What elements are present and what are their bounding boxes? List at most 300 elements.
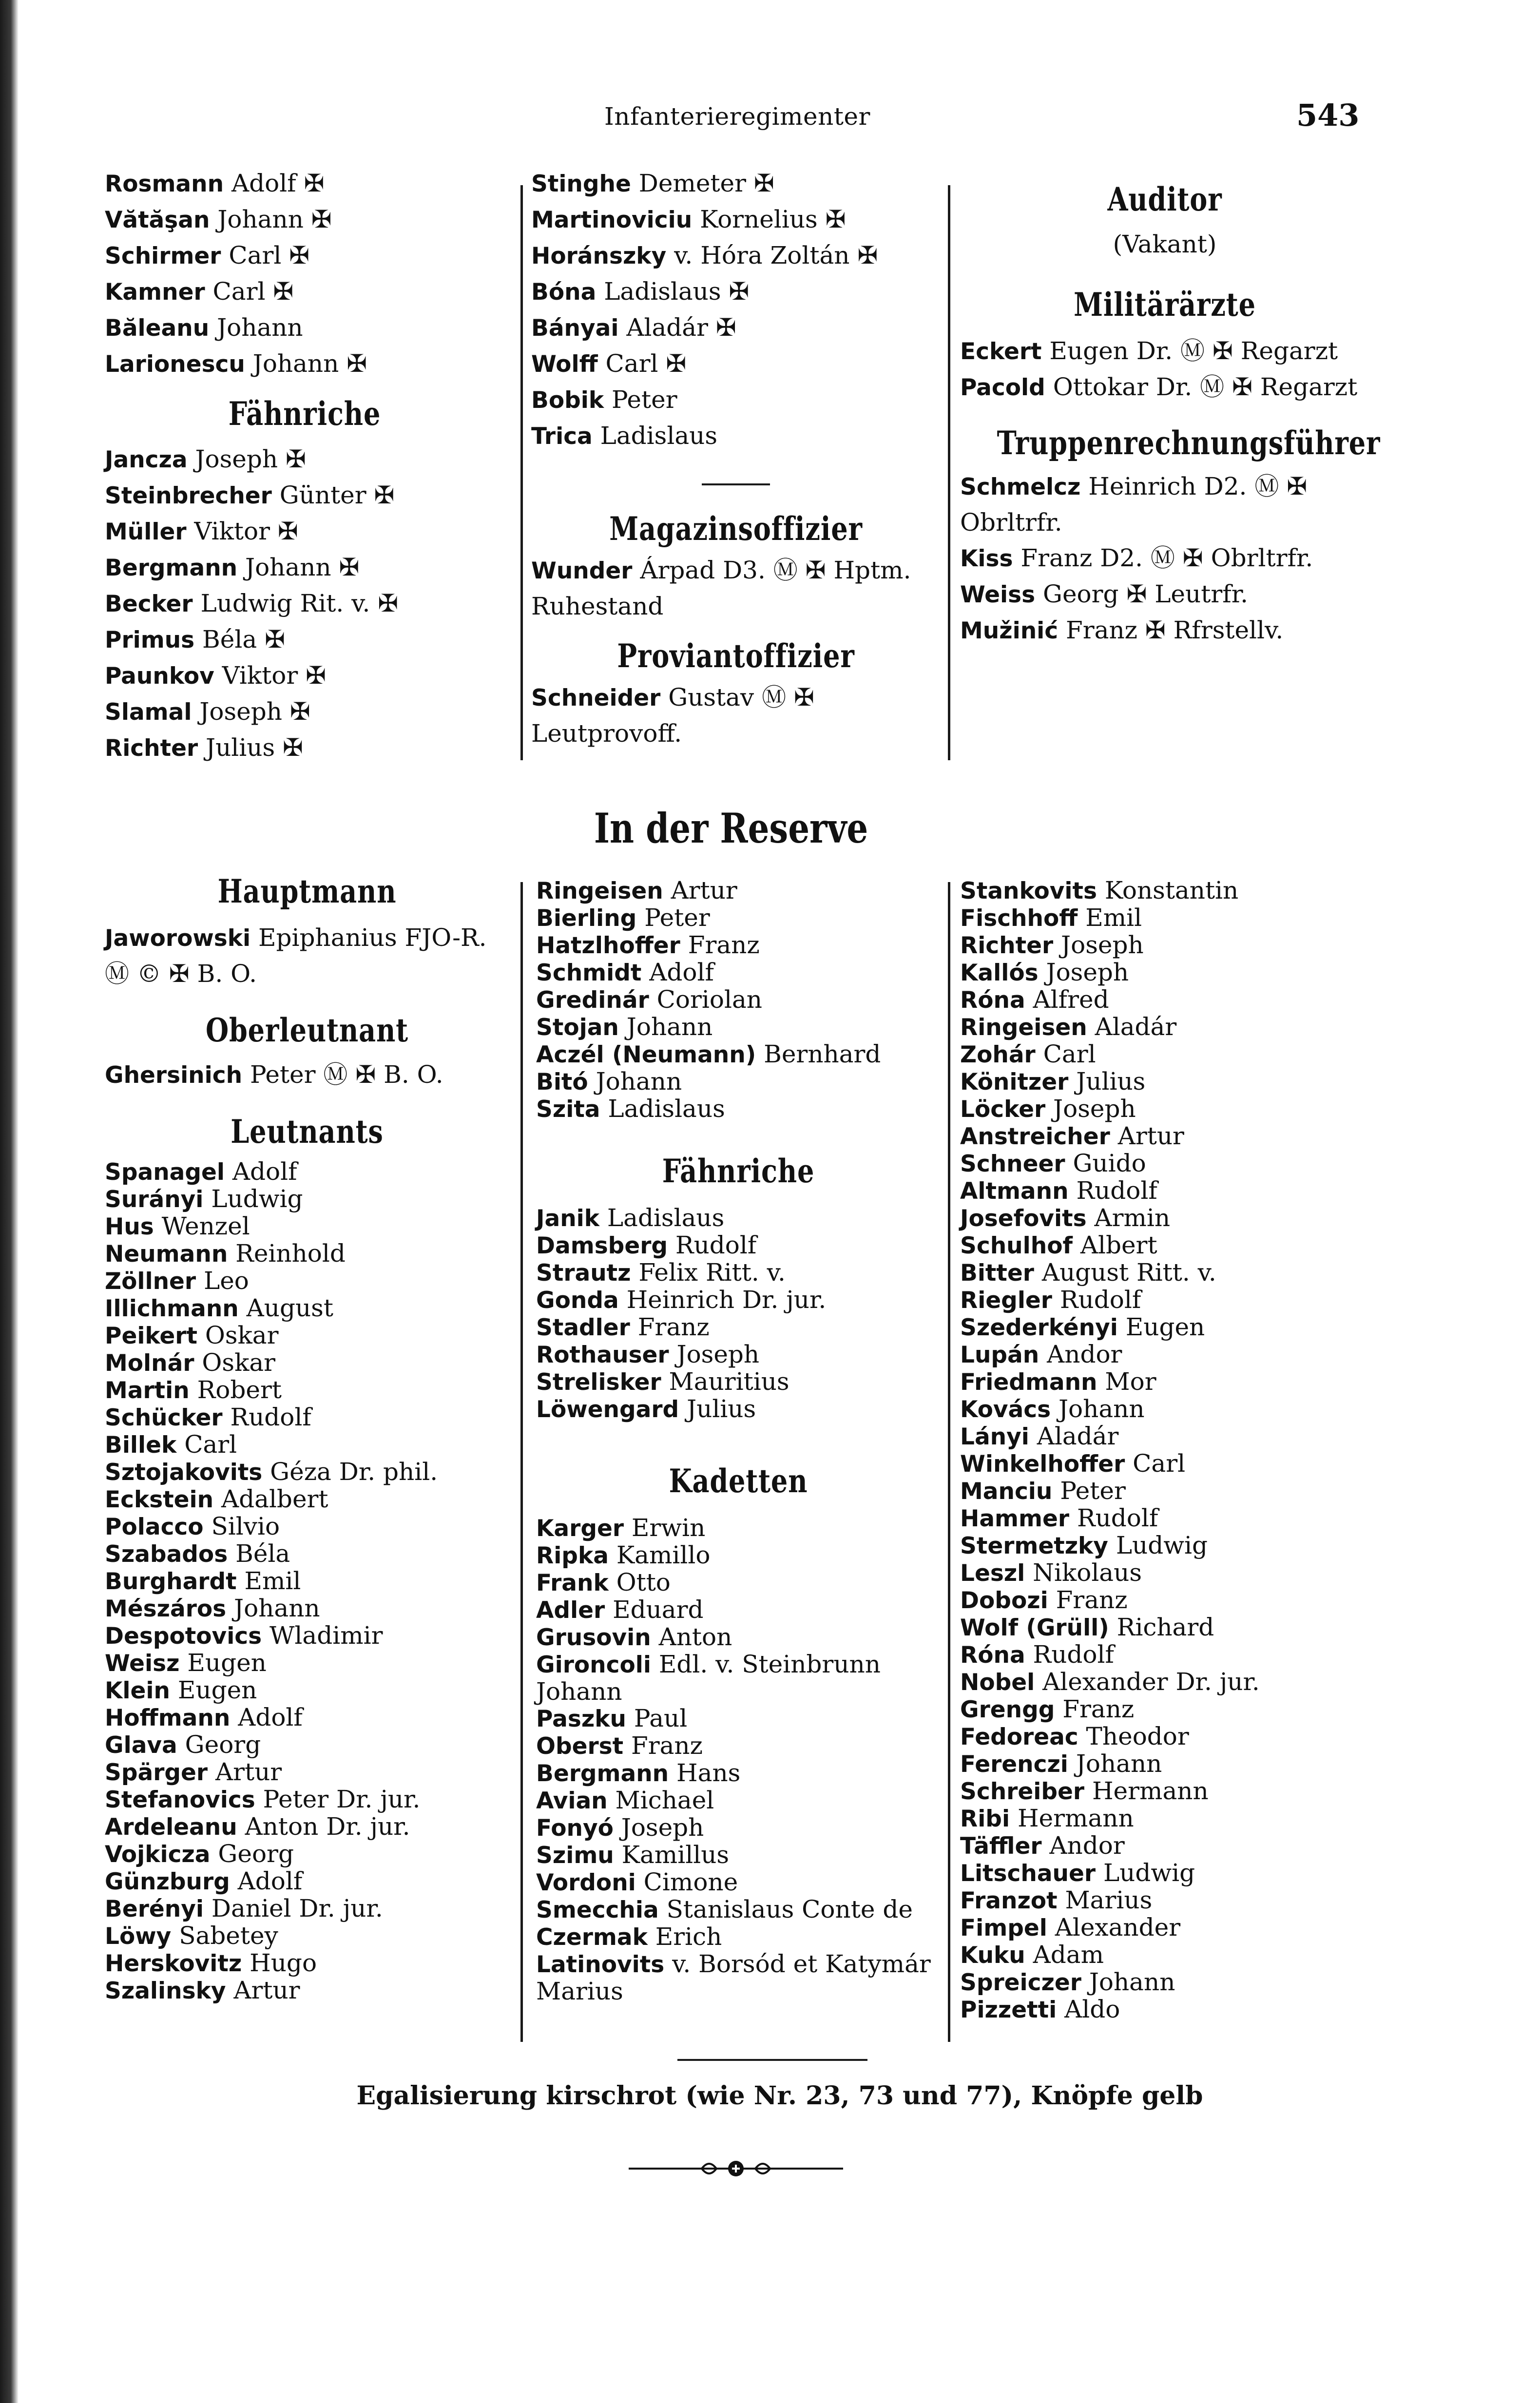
entry-details: Rudolf (1068, 1176, 1157, 1205)
entry-surname: Mészáros (105, 1596, 227, 1622)
entry-details: Adolf (641, 958, 714, 986)
section-heading-leutnants: Leutnants (231, 1113, 384, 1151)
entry-surname: Mužinić (960, 617, 1059, 644)
entry-details: Joseph (613, 1813, 704, 1842)
entry-surname: Surányi (105, 1186, 204, 1213)
entry-details: Johann ✠ (237, 553, 360, 581)
reserve-title: In der Reserve (594, 804, 868, 852)
entry-surname: Lupán (960, 1342, 1040, 1368)
list-item (105, 622, 504, 658)
list-item (536, 1569, 941, 1596)
entry-surname: Bierling (536, 905, 637, 932)
entry-surname: Grengg (960, 1696, 1055, 1723)
entry-details: Joseph (669, 1340, 760, 1368)
list-item (960, 1396, 1369, 1423)
list-item (105, 1759, 509, 1786)
entry-details: Hans (669, 1759, 741, 1787)
list-item (105, 1240, 509, 1268)
list-item (960, 1068, 1369, 1096)
entry-surname: Primus (105, 627, 195, 654)
list-item (536, 904, 941, 932)
entry-surname: Wolff (531, 351, 598, 378)
list-item (531, 202, 941, 238)
entry-surname: Martinoviciu (531, 207, 693, 233)
list-item (105, 730, 504, 766)
list-item (960, 1996, 1369, 2023)
entry-details: Julius (679, 1395, 756, 1423)
entry-details: Adolf ✠ (224, 169, 325, 197)
top-col2-list-a (531, 166, 941, 454)
entry-details: Georg (210, 1840, 294, 1868)
list-item (960, 1587, 1369, 1614)
list-item (105, 1895, 509, 1922)
entry-surname: Pizzetti (960, 1997, 1057, 2023)
list-item (536, 1896, 941, 1923)
entry-details: Georg ✠ Leutrfr. (1035, 580, 1249, 608)
entry-details: Viktor ✠ (214, 661, 327, 690)
entry-surname: Müller (105, 519, 187, 545)
list-item (105, 1213, 509, 1240)
section-heading-kadetten: Kadetten (669, 1462, 808, 1500)
entry-details: Johann (1068, 1749, 1162, 1778)
list-item (960, 1532, 1369, 1559)
entry-details: Ladislaus ✠ (596, 277, 750, 306)
entry-surname: Molnár (105, 1350, 194, 1377)
entry-details: Géza Dr. phil. (262, 1458, 438, 1486)
list-item (105, 1677, 509, 1704)
section-heading-faehnriche: Fähnriche (228, 395, 381, 433)
entry-surname: Frank (536, 1570, 609, 1596)
list-item (536, 1542, 941, 1569)
entry-details: Felix Ritt. v. (631, 1258, 786, 1287)
list-item (105, 202, 504, 238)
entry-surname: Ghersinich (105, 1062, 243, 1089)
entry-surname: Ardeleanu (105, 1814, 237, 1841)
list-item (536, 1341, 941, 1368)
list-item (105, 658, 504, 694)
list-item (960, 1778, 1369, 1805)
entry-details: Joseph (1053, 931, 1144, 959)
entry-details: Carl (1035, 1040, 1096, 1068)
entry-details: Reinhold (228, 1239, 346, 1268)
entry-surname: Stankovits (960, 878, 1097, 904)
entry-details: Otto (608, 1568, 671, 1596)
entry-details: Ludwig (203, 1185, 303, 1213)
entry-details: Julius ✠ (198, 733, 303, 762)
entry-surname: Róna (960, 1642, 1025, 1669)
entry-surname: Karger (536, 1515, 624, 1542)
reserve-col1-list-b (105, 1057, 509, 1093)
list-item (105, 1650, 509, 1677)
entry-surname: Szalinsky (105, 1978, 226, 2004)
list-item (531, 382, 941, 418)
entry-details: Erich (647, 1922, 722, 1951)
list-item (960, 1478, 1369, 1505)
entry-details: Guido (1065, 1149, 1146, 1177)
entry-details: Adolf (230, 1867, 303, 1895)
list-item (536, 1596, 941, 1624)
entry-details: Ludwig (1096, 1859, 1195, 1887)
list-item (960, 1177, 1369, 1205)
entry-surname: Strautz (536, 1260, 631, 1287)
top-column-3 (960, 180, 1381, 649)
list-item (536, 1624, 941, 1651)
section-heading-faehnriche: Fähnriche (662, 1152, 815, 1190)
list-item (105, 1186, 509, 1213)
list-item (105, 1922, 509, 1950)
list-item (536, 1232, 941, 1259)
entry-details: Ladislaus (599, 1204, 725, 1232)
entry-surname: Kovács (960, 1396, 1051, 1423)
entry-surname: Spärger (105, 1759, 208, 1786)
list-item (105, 1513, 509, 1540)
entry-details: Konstantin (1097, 876, 1239, 904)
list-item (536, 1923, 941, 1951)
entry-surname: Litschauer (960, 1860, 1096, 1887)
list-item (960, 1860, 1369, 1887)
entry-surname: Polacco (105, 1514, 204, 1540)
list-item (105, 1377, 509, 1404)
reserve-col3-list (960, 877, 1369, 2023)
list-item (960, 1887, 1369, 1914)
list-item (536, 1314, 941, 1341)
entry-details: Julius (1068, 1067, 1146, 1096)
reserve-column-3 (960, 877, 1369, 2023)
reserve-column-1 (105, 872, 509, 2004)
reserve-col2-list-a (536, 877, 941, 1123)
entry-surname: Rothauser (536, 1342, 669, 1368)
list-item (536, 1951, 941, 2005)
list-item (960, 1259, 1369, 1287)
entry-surname: Neumann (105, 1241, 228, 1268)
entry-surname: Bitó (536, 1069, 588, 1096)
list-item (960, 1096, 1369, 1123)
entry-details: Aldo (1057, 1995, 1120, 2023)
reserve-col1-list-a (105, 920, 509, 992)
entry-details: Peter Ⓜ ✠ B. O. (242, 1060, 443, 1089)
entry-surname: Burghardt (105, 1568, 237, 1595)
entry-details: Eugen Dr. Ⓜ ✠ Regarzt (1041, 337, 1338, 365)
entry-surname: Janik (536, 1205, 600, 1232)
section-heading-auditor: Auditor (1107, 180, 1222, 218)
list-item (536, 1287, 941, 1314)
column-divider (948, 185, 950, 760)
entry-details: Johann (226, 1594, 320, 1622)
entry-surname: Ferenczi (960, 1751, 1068, 1778)
entry-details: Anton Dr. jur. (237, 1812, 410, 1841)
reserve-col2-list-c (536, 1515, 941, 2005)
entry-details: August Ritt. v. (1034, 1258, 1216, 1287)
entry-details: Franz (623, 1731, 703, 1760)
entry-details: Carl (1125, 1449, 1186, 1478)
list-item (531, 274, 941, 310)
entry-surname: Schücker (105, 1404, 223, 1431)
entry-details: Andor (1039, 1340, 1122, 1368)
list-item (960, 1505, 1369, 1532)
entry-surname: Paszku (536, 1706, 626, 1732)
list-item (960, 904, 1369, 932)
top-col1-list-a (105, 166, 504, 382)
list-item (105, 1622, 509, 1650)
entry-details: Ludwig Rit. v. ✠ (192, 589, 399, 617)
reserve-col2-list-b (536, 1205, 941, 1423)
list-item (105, 1595, 509, 1622)
entry-surname: Richter (960, 932, 1054, 959)
list-item (105, 920, 509, 992)
entry-surname: Stadler (536, 1314, 630, 1341)
entry-surname: Jaworowski (105, 925, 251, 952)
entry-surname: Täffler (960, 1833, 1042, 1860)
reserve-column-2 (536, 877, 941, 2005)
list-item (536, 1842, 941, 1869)
list-item (960, 1832, 1369, 1860)
entry-details: Peter (1052, 1477, 1126, 1505)
list-item (105, 1295, 509, 1322)
entry-details: Árpad D3. Ⓜ ✠ Hptm. Ruhestand (531, 556, 911, 620)
entry-surname: Nobel (960, 1669, 1035, 1696)
entry-surname: Kallós (960, 960, 1039, 986)
list-item (960, 1314, 1369, 1341)
entry-surname: Fedoreac (960, 1724, 1078, 1750)
entry-details: Alexander (1047, 1913, 1181, 1942)
list-item (960, 369, 1369, 405)
top-column-2 (531, 166, 941, 751)
entry-surname: Spreiczer (960, 1969, 1081, 1996)
column-divider (520, 185, 523, 760)
entry-surname: Lányi (960, 1423, 1029, 1450)
entry-surname: Könitzer (960, 1069, 1069, 1096)
list-item (536, 1869, 941, 1896)
entry-details: Marius (1057, 1886, 1153, 1914)
entry-surname: Kiss (960, 545, 1013, 572)
list-item (105, 1786, 509, 1813)
list-item (105, 442, 504, 478)
entry-surname: Zöllner (105, 1268, 196, 1295)
list-item (536, 1041, 941, 1068)
list-item (105, 1813, 509, 1841)
entry-details: Eugen (179, 1649, 267, 1677)
list-item (105, 1158, 509, 1186)
list-item (960, 959, 1369, 986)
entry-details: Adolf (230, 1703, 303, 1731)
list-item (536, 959, 941, 986)
list-item (960, 1723, 1369, 1750)
entry-surname: Weisz (105, 1650, 180, 1677)
entry-details: Epiphanius FJO-R. Ⓜ © ✠ B. O. (105, 923, 487, 988)
entry-details: Franz (1048, 1586, 1128, 1614)
list-item (960, 1805, 1369, 1832)
list-item (960, 932, 1369, 959)
entry-surname: Löwengard (536, 1396, 679, 1423)
entry-details: Franz D2. Ⓜ ✠ Obrltrfr. (1013, 544, 1313, 572)
entry-details: Andor (1041, 1831, 1125, 1860)
top-col2-list-c (531, 680, 941, 751)
entry-details: Aladár (1029, 1422, 1119, 1450)
list-item (960, 469, 1369, 540)
entry-surname: Becker (105, 591, 193, 617)
top-column-1 (105, 166, 504, 766)
entry-surname: Paunkov (105, 663, 214, 690)
entry-details: Johann ✠ (245, 349, 367, 378)
list-item (960, 1368, 1369, 1396)
list-item (536, 877, 941, 904)
entry-details: Rudolf (668, 1231, 757, 1259)
entry-details: Robert (189, 1376, 282, 1404)
entry-surname: Rosmann (105, 171, 224, 197)
top-col3-list-a (960, 333, 1369, 405)
list-item (105, 514, 504, 550)
list-item (531, 166, 941, 202)
entry-details: Leo (196, 1267, 249, 1295)
list-item (960, 1423, 1369, 1450)
scan-edge (0, 0, 19, 2403)
entry-surname: Vojkicza (105, 1841, 211, 1868)
entry-details: Hugo (242, 1949, 317, 1977)
entry-details: Heinrich Dr. jur. (618, 1286, 827, 1314)
entry-details: Emil (1078, 904, 1142, 932)
entry-details: Rudolf (1025, 1640, 1115, 1669)
entry-details: Nikolaus (1025, 1558, 1142, 1587)
entry-surname: Glava (105, 1732, 177, 1759)
entry-surname: Winkelhoffer (960, 1451, 1125, 1478)
entry-details: Albert (1072, 1231, 1157, 1259)
list-item (105, 274, 504, 310)
entry-details: Mor (1097, 1367, 1156, 1396)
list-item (536, 1068, 941, 1096)
list-item (105, 1459, 509, 1486)
entry-details: Oskar (197, 1321, 279, 1349)
entry-surname: Bobik (531, 387, 604, 414)
entry-surname: Bóna (531, 279, 597, 306)
list-item (960, 1914, 1369, 1942)
list-item (960, 1150, 1369, 1177)
entry-details: Alfred (1025, 985, 1109, 1014)
entry-surname: Eckert (960, 338, 1042, 365)
section-heading-magazinsoffizier: Magazinsoffizier (609, 510, 863, 548)
entry-details: v. Hóra Zoltán ✠ (666, 241, 878, 269)
entry-details: Artur (226, 1976, 300, 2004)
auditor-status: (Vakant) (1113, 230, 1217, 258)
section-heading-oberleutnant: Oberleutnant (206, 1011, 408, 1049)
entry-surname: Spanagel (105, 1159, 225, 1186)
entry-details: Hermann (1010, 1804, 1134, 1832)
entry-surname: Herskovitz (105, 1950, 242, 1977)
list-item (536, 1014, 941, 1041)
entry-details: Erwin (624, 1514, 706, 1542)
list-item (105, 1704, 509, 1731)
entry-details: Ludwig (1108, 1531, 1208, 1559)
list-item (536, 932, 941, 959)
entry-details: Kamillus (614, 1841, 730, 1869)
entry-surname: Steinbrecher (105, 482, 272, 509)
entry-details: Carl ✠ (221, 241, 310, 269)
entry-surname: Illichmann (105, 1295, 239, 1322)
entry-surname: Horánszky (531, 243, 667, 269)
entry-details: Daniel Dr. jur. (203, 1894, 383, 1922)
entry-surname: Schneider (531, 685, 661, 711)
entry-details: Johann (209, 313, 303, 342)
entry-surname: Klein (105, 1677, 170, 1704)
entry-surname: Franzot (960, 1887, 1058, 1914)
list-item (960, 1559, 1369, 1587)
entry-surname: Josefovits (960, 1205, 1087, 1232)
running-title: Infanterieregimenter (604, 102, 870, 131)
entry-surname: Szederkényi (960, 1314, 1118, 1341)
list-item (105, 550, 504, 586)
short-rule (702, 483, 770, 485)
entry-details: Georg (177, 1730, 261, 1759)
entry-surname: Hammer (960, 1505, 1070, 1532)
entry-surname: Strelisker (536, 1369, 661, 1396)
entry-surname: Gredinár (536, 987, 649, 1014)
entry-details: Stanislaus Conte de (658, 1895, 913, 1923)
entry-details: Wenzel (154, 1212, 250, 1240)
entry-surname: Grusovin (536, 1624, 651, 1651)
entry-surname: Schirmer (105, 243, 221, 269)
list-item (960, 1641, 1369, 1669)
entry-surname: Gonda (536, 1287, 619, 1314)
list-item (531, 553, 941, 624)
entry-details: Artur (1110, 1122, 1184, 1150)
entry-details: Adam (1025, 1941, 1104, 1969)
list-item (531, 680, 941, 751)
entry-surname: Ringeisen (960, 1014, 1087, 1041)
entry-surname: Gironcoli (536, 1652, 651, 1678)
list-item (960, 577, 1369, 613)
entry-surname: Szita (536, 1096, 600, 1123)
entry-surname: Zohár (960, 1041, 1036, 1068)
entry-details: Adalbert (213, 1485, 328, 1513)
list-item (105, 1431, 509, 1459)
entry-surname: Jancza (105, 446, 188, 473)
list-item (105, 1977, 509, 2004)
entry-surname: Hatzlhoffer (536, 932, 680, 959)
entry-details: August (238, 1294, 333, 1322)
entry-surname: Anstreicher (960, 1123, 1110, 1150)
list-item (105, 1568, 509, 1595)
entry-details: Eugen (170, 1676, 257, 1704)
entry-details: Hermann (1084, 1777, 1209, 1805)
entry-surname: Schmelcz (960, 474, 1081, 500)
entry-surname: Weiss (960, 581, 1036, 608)
entry-details: Theodor (1078, 1722, 1189, 1750)
entry-surname: Wunder (531, 557, 633, 584)
list-item (960, 986, 1369, 1014)
list-item (960, 1669, 1369, 1696)
list-item (536, 1259, 941, 1287)
column-divider (948, 882, 950, 2042)
entry-surname: Fimpel (960, 1915, 1047, 1942)
entry-details: Oskar (194, 1348, 276, 1377)
list-item (960, 1614, 1369, 1641)
entry-surname: Adler (536, 1597, 605, 1624)
entry-details: Bernhard (756, 1040, 881, 1068)
entry-details: Franz (630, 1313, 710, 1341)
entry-details: Ladislaus (600, 1095, 725, 1123)
entry-details: Wladimir (262, 1621, 383, 1650)
entry-details: Alexander Dr. jur. (1035, 1668, 1260, 1696)
list-item (960, 1041, 1369, 1068)
list-item (960, 1696, 1369, 1723)
entry-details: Coriolan (649, 985, 763, 1014)
list-item (960, 1942, 1369, 1969)
list-item (531, 346, 941, 382)
entry-details: Franz (680, 931, 760, 959)
entry-surname: Martin (105, 1377, 190, 1404)
entry-details: Johann ✠ (210, 205, 332, 233)
section-heading-militaeraerzte: Militärärzte (1074, 286, 1256, 324)
entry-surname: Berényi (105, 1896, 204, 1922)
